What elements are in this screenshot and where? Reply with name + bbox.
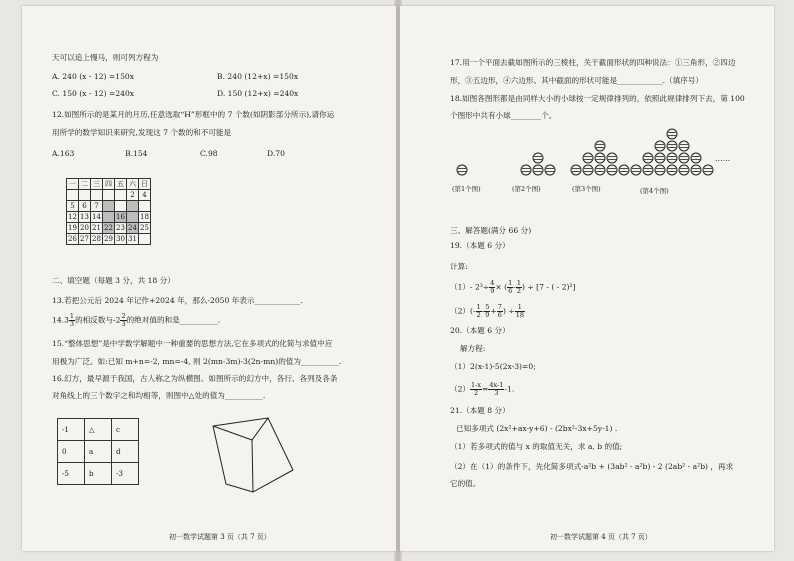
calendar-cell-highlighted bbox=[103, 201, 115, 212]
calendar-cell: 4 bbox=[139, 190, 151, 201]
ball bbox=[607, 165, 617, 175]
calendar-cell: 23 bbox=[116, 223, 125, 232]
ball bbox=[667, 129, 677, 139]
magic-row bbox=[58, 463, 139, 485]
figure-label-1: (第1个图) bbox=[452, 185, 481, 193]
calendar-cell bbox=[79, 190, 91, 201]
ball bbox=[595, 153, 605, 163]
q20-part2 bbox=[450, 382, 514, 397]
calendar-row bbox=[67, 201, 151, 212]
ball bbox=[643, 153, 653, 163]
calendar-cell bbox=[139, 234, 151, 245]
calendar-cell-highlighted bbox=[127, 212, 139, 223]
calendar-cell bbox=[91, 190, 103, 201]
q12-line1: 12.如图所示的是某月的月历,任意选取“H”形框中的 7 个数(如阴影部分所示),请你运 bbox=[52, 110, 335, 119]
frac-den: 18 bbox=[515, 311, 524, 319]
ball bbox=[655, 165, 665, 175]
calendar-cell: 12 bbox=[68, 212, 77, 221]
ball-pattern-figures bbox=[450, 124, 750, 184]
calendar-cell: 20 bbox=[80, 223, 89, 232]
frac-num: 1-x bbox=[471, 381, 482, 389]
frac-den: 6 bbox=[497, 311, 502, 319]
frac-num: 1 bbox=[515, 304, 525, 312]
q19-2-fraction4 bbox=[515, 304, 525, 319]
frac-num: 1 bbox=[508, 279, 513, 287]
magic-row bbox=[58, 441, 139, 463]
q14-mid: 的相反数与- bbox=[75, 315, 116, 325]
ball bbox=[655, 153, 665, 163]
frac-den: 3 bbox=[494, 389, 499, 397]
q14 bbox=[52, 313, 220, 328]
q11-option-d: D. 150 (12+x) =240x bbox=[217, 89, 299, 98]
q21-line3: （2）在（1）的条件下，先化简多项式-a²b + (3ab² - a²b) - 2 (2ab² - a²b) ，再求 bbox=[450, 462, 734, 471]
prism-edge bbox=[226, 484, 253, 492]
frac-den: 2 bbox=[476, 311, 481, 319]
calendar-cell: 5 bbox=[67, 201, 79, 212]
calendar-cell: 18 bbox=[140, 212, 149, 221]
magic-cell: a bbox=[85, 441, 112, 463]
calendar-cell bbox=[115, 201, 127, 212]
q14-whole2: 2 bbox=[115, 315, 121, 325]
calendar-header-row bbox=[67, 179, 151, 190]
q20-2-fraction2 bbox=[488, 382, 504, 397]
q11-option-c: C. 150 (x - 12) =240x bbox=[52, 89, 135, 98]
frac-den: 6 bbox=[508, 287, 513, 295]
calendar-header-cell: 六 bbox=[127, 179, 139, 190]
frac-den: 2 bbox=[516, 287, 521, 295]
calendar-cell: 31 bbox=[128, 234, 137, 243]
q14-frac2-den: 3 bbox=[121, 320, 126, 328]
ball bbox=[631, 165, 641, 175]
q15-line2: 用极为广泛。如:已知 m+n=-2, mn=-4, 则 2(mn-3m)-3(2n-mn)的值为__________. bbox=[52, 357, 342, 366]
magic-cell: 0 bbox=[58, 441, 85, 463]
q19-1-suffix: ) ÷ [7 - ( - 2)²] bbox=[522, 282, 576, 292]
q20-2-mid: = bbox=[482, 384, 489, 394]
ball bbox=[691, 153, 701, 163]
q14-frac1-num: 1 bbox=[69, 312, 75, 320]
q19-1-mid1: × ( bbox=[495, 282, 508, 292]
calendar-cell bbox=[115, 190, 127, 201]
calendar-cell-highlighted: 24 bbox=[128, 223, 137, 232]
q14-frac2-num: 2 bbox=[121, 312, 126, 320]
frac-den: 2 bbox=[473, 389, 479, 397]
calendar-cell: 25 bbox=[140, 223, 149, 232]
q12-option-c: C.98 bbox=[200, 149, 218, 158]
ball bbox=[571, 165, 581, 175]
ball bbox=[521, 165, 531, 175]
calendar-row bbox=[67, 212, 151, 223]
q21-line1: 已知多项式 (2x²+ax-y+6) - (2bx²-3x+5y-1) . bbox=[456, 424, 618, 433]
q12-option-b: B.154 bbox=[125, 149, 148, 158]
calendar-header-cell: 五 bbox=[115, 179, 127, 190]
q20-title: 20.（本题 6 分） bbox=[450, 326, 510, 335]
ball bbox=[545, 165, 555, 175]
calendar-cell: 28 bbox=[92, 234, 101, 243]
calendar-cell bbox=[67, 190, 79, 201]
calendar-header-cell: 一 bbox=[67, 179, 79, 190]
q19-1-prefix: （1）- 2³÷ bbox=[450, 282, 490, 292]
ball bbox=[667, 153, 677, 163]
calendar-header-cell: 四 bbox=[103, 179, 115, 190]
ball bbox=[667, 165, 677, 175]
frac-den: 9 bbox=[490, 287, 495, 295]
q14-whole1: 3 bbox=[64, 315, 69, 325]
q21-line2: （1）若多项式的值与 x 的取值无关，求 a, b 的值; bbox=[450, 442, 623, 451]
ball bbox=[533, 165, 543, 175]
q21-line4: 它的值。 bbox=[450, 479, 481, 488]
calendar-cell-highlighted bbox=[127, 201, 139, 212]
q12-line2: 用所学的数学知识来研究,发现这 7 个数的和不可能是 bbox=[52, 128, 232, 137]
section2-title: 二、填空题（每题 3 分，共 18 分） bbox=[52, 276, 175, 285]
calendar-cell bbox=[103, 190, 115, 201]
calendar-row bbox=[67, 223, 151, 234]
ball bbox=[533, 153, 543, 163]
calendar-cell: 14 bbox=[92, 212, 101, 221]
calendar-cell: 2 bbox=[127, 190, 139, 201]
calendar-cell: 30 bbox=[116, 234, 125, 243]
q19-2-mid3: ) ÷ bbox=[502, 306, 515, 316]
ball bbox=[457, 165, 467, 175]
calendar-cell: 7 bbox=[91, 201, 103, 212]
calendar-row bbox=[67, 234, 151, 245]
ball bbox=[703, 165, 713, 175]
q18-line2: 个图形中共有小球________个。 bbox=[450, 111, 557, 120]
prism-top-face bbox=[213, 418, 268, 440]
exam-page-3 bbox=[22, 6, 396, 551]
calendar-cell: 6 bbox=[79, 201, 91, 212]
calendar-row bbox=[67, 190, 151, 201]
figure-label-2: (第2个图) bbox=[512, 185, 541, 193]
ball bbox=[667, 141, 677, 151]
q19-1-mid2: - bbox=[513, 282, 516, 292]
q19-part2 bbox=[450, 304, 525, 319]
ball bbox=[679, 153, 689, 163]
magic-cell: -5 bbox=[58, 463, 85, 485]
section3-title: 三、解答题(满分 66 分) bbox=[450, 226, 532, 235]
magic-cell: -3 bbox=[112, 463, 139, 485]
ball bbox=[595, 165, 605, 175]
q19-2-prefix: （2）(- bbox=[450, 306, 476, 316]
prism-edge bbox=[213, 426, 226, 484]
q20-2-prefix: （2） bbox=[450, 384, 471, 394]
calendar-cell: 27 bbox=[80, 234, 89, 243]
magic-square bbox=[57, 418, 139, 485]
calendar-cell-highlighted bbox=[103, 212, 115, 223]
q12-option-a: A.163 bbox=[52, 149, 75, 158]
ball bbox=[595, 141, 605, 151]
ball bbox=[619, 165, 629, 175]
frac-num: 4 bbox=[490, 279, 495, 287]
frac-num: 1 bbox=[476, 303, 481, 311]
q11-option-a: A. 240 (x - 12) =150x bbox=[52, 72, 135, 81]
magic-cell: d bbox=[112, 441, 139, 463]
q14-prefix: 14. bbox=[52, 315, 65, 325]
ball bbox=[583, 165, 593, 175]
figure-label-4: (第4个图) bbox=[640, 187, 669, 195]
exam-page-4 bbox=[400, 6, 774, 551]
q19-2-mid1: - bbox=[481, 306, 485, 316]
magic-cell: b bbox=[85, 463, 112, 485]
q19-calc-label: 计算: bbox=[450, 262, 468, 271]
q15-line1: 15.“整体思想”是中学数学解题中一种重要的思想方法,它在多项式的化简与求值中应 bbox=[52, 339, 333, 348]
frac-num: 4x-1 bbox=[489, 381, 504, 389]
q17-line2: 形，③五边形，④六边形。其中截面的形状可能是____________.（填序号） bbox=[450, 76, 704, 85]
magic-cell: c bbox=[112, 419, 139, 441]
prism-edge bbox=[253, 470, 293, 492]
q20-2-suffix: -1. bbox=[504, 384, 515, 394]
prism-edge bbox=[252, 440, 253, 492]
page3-footer: 初一数学试题第 3 页（共 7 页） bbox=[169, 533, 271, 541]
q13: 13.若把公元后 2024 年记作+2024 年，那么-2050 年表示____________. bbox=[52, 296, 303, 305]
calendar-cell: 29 bbox=[104, 234, 113, 243]
q14-suffix: 的绝对值的和是__________. bbox=[126, 315, 221, 325]
q16-line2: 对角线上的三个数字之和均相等，则图中△处的值为__________. bbox=[52, 391, 266, 400]
ball bbox=[583, 153, 593, 163]
magic-cell-triangle: △ bbox=[85, 419, 112, 441]
calendar-table bbox=[66, 178, 151, 245]
q16-line1: 16.幻方，最早源于我国，古人称之为纵横图。如图所示的幻方中，各行、各列及各条 bbox=[52, 374, 338, 383]
page4-footer: 初一数学试题第 4 页（共 7 页） bbox=[550, 533, 652, 541]
magic-cell: -1 bbox=[58, 419, 85, 441]
q20-solve-label: 解方程: bbox=[460, 344, 486, 353]
ball bbox=[679, 141, 689, 151]
q14-frac1-den: 3 bbox=[69, 320, 75, 328]
figure-ellipsis: …… bbox=[715, 154, 731, 163]
calendar-cell: 19 bbox=[68, 223, 77, 232]
ball bbox=[679, 165, 689, 175]
calendar-header-cell: 三 bbox=[91, 179, 103, 190]
calendar-cell bbox=[139, 201, 151, 212]
q20-part1: （1）2(x-1)-5(2x-3)=0; bbox=[450, 362, 536, 371]
ball bbox=[655, 141, 665, 151]
q19-title: 19.（本题 6 分） bbox=[450, 241, 510, 250]
calendar-cell: 26 bbox=[68, 234, 77, 243]
triangular-prism-figure bbox=[208, 414, 308, 498]
calendar-cell-highlighted: 16 bbox=[116, 212, 125, 221]
calendar-cell: 13 bbox=[80, 212, 89, 221]
q21-title: 21.（本题 8 分） bbox=[450, 406, 510, 415]
frac-num: 7 bbox=[497, 303, 502, 311]
q11-intro: 天可以追上慢马，则可列方程为 bbox=[52, 53, 159, 62]
q19-2-mid2: + bbox=[490, 306, 497, 316]
q11-option-b: B. 240 (12+x) =150x bbox=[217, 72, 299, 81]
ball bbox=[643, 165, 653, 175]
q19-part1 bbox=[450, 280, 576, 295]
frac-den: 9 bbox=[485, 311, 490, 319]
calendar-cell: 21 bbox=[92, 223, 101, 232]
ball bbox=[607, 153, 617, 163]
magic-row bbox=[58, 419, 139, 441]
figure-label-3: (第3个图) bbox=[572, 185, 601, 193]
calendar-cell-highlighted: 22 bbox=[104, 223, 113, 232]
frac-num: 5 bbox=[485, 303, 490, 311]
frac-num: 1 bbox=[516, 279, 521, 287]
q20-2-fraction1 bbox=[470, 382, 482, 397]
calendar-header-cell: 日 bbox=[139, 179, 151, 190]
prism-edge bbox=[268, 418, 293, 470]
q17-line1: 17.用一个平面去截如图所示的三棱柱，关于截面形状的四种说法：①三角形，②四边 bbox=[450, 58, 736, 67]
calendar-header-cell: 二 bbox=[79, 179, 91, 190]
q12-option-d: D.70 bbox=[267, 149, 285, 158]
q18-line1: 18.如图各图形都是由同样大小的小球按一定规律排列的，依照此规律排列下去，第 100 bbox=[450, 94, 745, 103]
ball bbox=[691, 165, 701, 175]
